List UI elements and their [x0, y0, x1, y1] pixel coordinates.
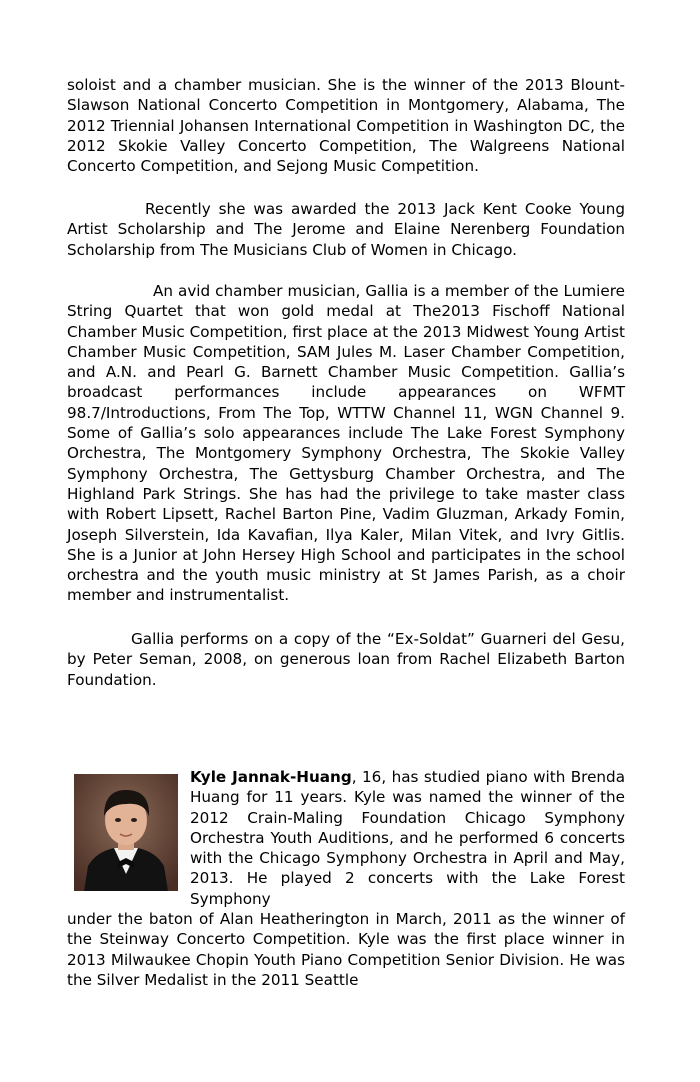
kyle-portrait-photo — [74, 774, 178, 891]
kyle-bio-top-text: , 16, has studied piano with Brenda Huang for 11 years. Kyle was named the winner of the 2012 Crain-Maling Foundation Chicago Symphony Orchestra Youth Auditions, and he performed 6 concerts with the Chicago Symphony Orchestra in April and May, 2013. He played 2 concerts with the Lake Forest Symphony — [190, 768, 626, 908]
gallia-bio-scholarships: Recently she was awarded the 2013 Jack Kent Cooke Young Artist Scholarship and The Jerome and Elaine Nerenberg Foundation Scholarship from The Musicians Club of Women in Chicago. — [67, 200, 625, 259]
gallia-bio-instrument: Gallia performs on a copy of the “Ex-Soldat” Guarneri del Gesu, by Peter Seman, 2008, on generous loan from Rachel Elizabeth Barton Foundation. — [67, 630, 625, 689]
kyle-name: Kyle Jannak-Huang — [190, 768, 352, 786]
gallia-bio-chamber: An avid chamber musician, Gallia is a member of the Lumiere String Quartet that won gold medal at The2013 Fischoff National Chamber Music Competition, first place at the 2013 Midwest Young Artist Chamber Music Competition, SAM Jules M. Laser Chamber Competition, and A.N. and Pearl G. Barnett Chamber Music Competition. Gallia’s broadcast performances include appearances on WFMT 98.7/Introductions, From The Top, WTTW Channel 11, WGN Channel 9. Some of Gallia’s solo appearances include The Lake Forest Symphony Orchestra, The Montgomery Symphony Orchestra, The Skokie Valley Symphony Orchestra, The Gettysburg Chamber Orchestra, and The Highland Park Strings. She has had the privilege to take master class with Robert Lipsett, Rachel Barton Pine, Vadim Gluzman, Arkady Fomin, Joseph Silverstein, Ida Kavafian, Ilya Kaler, Milan Vitek, and Ivry Gitlis. She is a Junior at John Hersey High School and participates in the school orchestra and the youth music ministry at St James Parish, as a choir member and instrumentalist. — [67, 282, 625, 605]
kyle-bio-top — [190, 767, 625, 909]
kyle-bio-rest: under the baton of Alan Heatherington in March, 2011 as the winner of the Steinway Concerto Competition. Kyle was the first place winner in 2013 Milwaukee Chopin Youth Piano Competition Senior Division. He was the Silver Medalist in the 2011 Seattle — [67, 910, 625, 989]
gallia-bio-intro: soloist and a chamber musician. She is the winner of the 2013 Blount- Slawson National Concerto Competition in Montgomery, Alabama, The 2012 Triennial Johansen International Competition in Washington DC, the 2012 Skokie Valley Concerto Competition, The Walgreens National Concerto Competition, and Sejong Music Competition. — [67, 76, 625, 176]
